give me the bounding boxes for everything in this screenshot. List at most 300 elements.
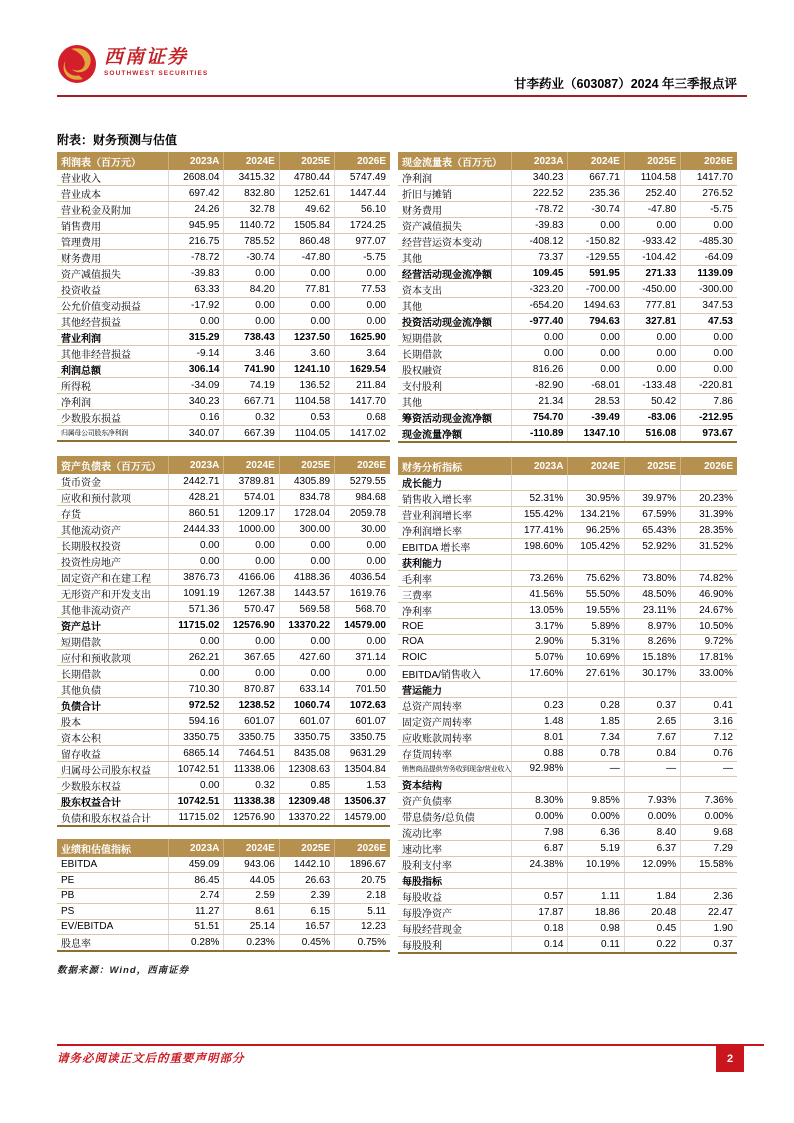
cell-value: 2444.33 [169,522,224,538]
cell-value: 0.37 [624,697,680,713]
table-row [398,378,737,394]
cell-value: 105.42% [568,539,624,555]
cell-value: 19.55% [568,603,624,619]
table-row [398,905,737,921]
cell-value: 860.48 [279,234,334,250]
cell-value [512,681,568,697]
cell-value: 0.00 [279,266,334,282]
cell-value [624,681,680,697]
cell-value: 459.09 [169,857,224,873]
cell-value: 9.85% [568,793,624,809]
cell-value: 252.40 [624,186,680,202]
cell-value: 306.14 [169,362,224,378]
cell-value: 0.00% [624,809,680,825]
cell-value: 697.42 [169,186,224,202]
cell-value [512,555,568,571]
row-label: 折旧与摊销 [398,186,512,202]
cell-value: 0.00 [279,538,334,554]
table-row [57,186,390,202]
cell-value: 0.00 [224,538,279,554]
income-statement-table [57,152,390,442]
year-column-header: 2025E [279,152,334,170]
cell-value: 1728.04 [279,506,334,522]
section-header-row [398,681,737,697]
table-row [57,218,390,234]
table-row [398,362,737,378]
cell-value: 8435.08 [279,746,334,762]
cell-value: 33.00% [681,665,737,681]
year-column-header: 2023A [169,839,224,857]
table-row [57,282,390,298]
cell-value: 8.30% [512,793,568,809]
cell-value: 834.78 [279,490,334,506]
cell-value: 14579.00 [335,618,390,634]
cell-value: 11715.02 [169,810,224,827]
section-title: 附表：财务预测与估值 [57,133,178,147]
row-label: PB [57,888,169,904]
cell-value: -5.75 [335,250,390,266]
row-label: 资产总计 [57,618,169,634]
cell-value: 0.00% [512,809,568,825]
row-label: 存货 [57,506,169,522]
row-label: 每股收益 [398,889,512,905]
cell-value: 4166.06 [224,570,279,586]
row-label: 资产减值损失 [398,218,512,234]
table-row [398,697,737,713]
table-gap [57,827,390,839]
row-label: 其他 [398,394,512,410]
table-row [398,539,737,555]
table-row [398,857,737,873]
cell-value: 136.52 [279,378,334,394]
cell-value: 0.78 [568,745,624,761]
cell-value: 4305.89 [279,474,334,490]
cell-value: 5747.49 [335,170,390,186]
row-label: 销售收入增长率 [398,491,512,507]
cell-value: -133.48 [624,378,680,394]
cell-value [512,873,568,889]
table-row [57,919,390,935]
cell-value: 2.59 [224,888,279,904]
row-label: 筹资活动现金流净额 [398,410,512,426]
cell-value: 0.00 [224,666,279,682]
row-label: 所得税 [57,378,169,394]
cell-value: 340.23 [169,394,224,410]
cell-value: 7.93% [624,793,680,809]
year-column-header: 2025E [624,152,680,170]
cell-value: 6865.14 [169,746,224,762]
year-column-header: 2023A [512,457,568,475]
cell-value: 0.00 [279,314,334,330]
year-column-header: 2024E [568,457,624,475]
cell-value: 0.00 [681,346,737,362]
header-divider [57,95,747,97]
cell-value [681,681,737,697]
cell-value [568,777,624,793]
cell-value: 73.37 [512,250,568,266]
table-row [398,523,737,539]
cell-value: 1237.50 [279,330,334,346]
cell-value: 27.61% [568,665,624,681]
row-label: 股权融资 [398,362,512,378]
cell-value: 235.36 [568,186,624,202]
row-label: 货币资金 [57,474,169,490]
row-label: 财务费用 [398,202,512,218]
cell-value: 1072.63 [335,698,390,714]
table-row [398,650,737,666]
cell-value: 7.34 [568,729,624,745]
row-label: 速动比率 [398,841,512,857]
table-row [57,888,390,904]
row-label: 资产负债率 [398,793,512,809]
row-label: 固定资产周转率 [398,713,512,729]
cell-value: 1.11 [568,889,624,905]
cell-value: 1104.58 [624,170,680,186]
cell-value: 601.07 [279,714,334,730]
cell-value: 0.00 [624,362,680,378]
table-row [57,618,390,634]
table-row [398,250,737,266]
cell-value: 3.46 [224,346,279,362]
cell-value: 594.16 [169,714,224,730]
table-row [57,778,390,794]
cell-value: 591.95 [568,266,624,282]
row-label: 净利率 [398,603,512,619]
cell-value [681,555,737,571]
cell-value: 0.00 [279,634,334,650]
cell-value: 30.17% [624,665,680,681]
cell-value: 11715.02 [169,618,224,634]
cell-value: 0.00 [279,554,334,570]
table-title: 利润表（百万元） [57,152,169,170]
cell-value: 74.82% [681,571,737,587]
row-label: ROIC [398,650,512,666]
table-row [398,603,737,619]
cell-value: 198.60% [512,539,568,555]
cell-value: 18.86 [568,905,624,921]
cell-value: 1139.09 [681,266,737,282]
table-row [57,490,390,506]
row-label: 少数股东损益 [57,410,169,426]
cell-value: 977.07 [335,234,390,250]
cell-value: 109.45 [512,266,568,282]
table-row [57,362,390,378]
section-header-row [398,777,737,793]
row-label: PE [57,873,169,889]
cell-value: 2.90% [512,634,568,650]
row-label: EV/EBITDA [57,919,169,935]
table-row [398,234,737,250]
cell-value: -9.14 [169,346,224,362]
cell-value: 3415.32 [224,170,279,186]
cell-value: 1060.74 [279,698,334,714]
cell-value: 5.31% [568,634,624,650]
cell-value: 0.00 [169,538,224,554]
year-column-header: 2024E [568,152,624,170]
cell-value: 1629.54 [335,362,390,378]
year-column-header: 2026E [681,457,737,475]
cell-value: 0.28% [169,935,224,952]
data-source-note: 数据来源：Wind，西南证券 [57,965,190,976]
row-label: 销售商品提供劳务收到现金/营业收入 [398,761,512,777]
cell-value: 12576.90 [224,810,279,827]
cell-value: 3876.73 [169,570,224,586]
cell-value: 300.00 [279,522,334,538]
cell-value: 428.21 [169,490,224,506]
cell-value: 7.98 [512,825,568,841]
cell-value: 1443.57 [279,586,334,602]
cell-value: 21.34 [512,394,568,410]
cell-value: 5279.55 [335,474,390,490]
row-label: 资本公积 [57,730,169,746]
row-label: 营运能力 [398,681,512,697]
page-number-badge: 2 [716,1046,744,1072]
row-label: 长期股权投资 [57,538,169,554]
table-row [57,298,390,314]
cell-value: 32.78 [224,202,279,218]
cell-value: 24.26 [169,202,224,218]
year-column-header: 2024E [224,152,279,170]
row-label: ROA [398,634,512,650]
table-row [398,634,737,650]
table-row [398,298,737,314]
cell-value: -110.89 [512,426,568,443]
cell-value: 568.70 [335,602,390,618]
table-row [57,857,390,873]
row-label: 少数股东权益 [57,778,169,794]
cell-value: -39.83 [169,266,224,282]
section-header-row [398,555,737,571]
row-label: 每股净资产 [398,905,512,921]
cell-value: 710.30 [169,682,224,698]
cell-value: 49.62 [279,202,334,218]
table-row [398,491,737,507]
table-gap [398,443,737,457]
cell-value: 15.58% [681,857,737,873]
cell-value: 74.19 [224,378,279,394]
cell-value: 5.07% [512,650,568,666]
cell-value: 340.23 [512,170,568,186]
cell-value: 48.50% [624,587,680,603]
cell-value: 23.11% [624,603,680,619]
cell-value: 0.00 [279,298,334,314]
cell-value: 0.00 [335,538,390,554]
row-label: 固定资产和在建工程 [57,570,169,586]
table-row [57,266,390,282]
cell-value: 52.31% [512,491,568,507]
table-row [398,507,737,523]
table-header-row [398,152,737,170]
brand-text [104,44,208,77]
cell-value: 1724.25 [335,218,390,234]
row-label: 其他 [398,298,512,314]
cell-value: 0.00 [224,634,279,650]
cell-value: 1.48 [512,713,568,729]
year-column-header: 2025E [279,456,334,474]
row-label: 应收账款周转率 [398,729,512,745]
cell-value: 7.29 [681,841,737,857]
cell-value [568,555,624,571]
cell-value: 2442.71 [169,474,224,490]
cell-value: 601.07 [335,714,390,730]
cell-value: 1209.17 [224,506,279,522]
cell-value: 31.39% [681,507,737,523]
cell-value: 155.42% [512,507,568,523]
cell-value: -34.09 [169,378,224,394]
cell-value: 11338.38 [224,794,279,810]
cell-value: 63.33 [169,282,224,298]
row-label: 管理费用 [57,234,169,250]
row-label: 其他负债 [57,682,169,698]
table-gap [57,442,390,456]
table-row [398,571,737,587]
table-row [398,619,737,635]
cell-value: 0.00 [512,330,568,346]
table-row [398,394,737,410]
row-label: 负债合计 [57,698,169,714]
cell-value: 0.00 [624,330,680,346]
cell-value: 0.00 [169,778,224,794]
table-row [57,746,390,762]
cell-value: 8.61 [224,904,279,920]
cell-value: -408.12 [512,234,568,250]
cell-value: — [568,761,624,777]
table-row [57,538,390,554]
cell-value: 571.36 [169,602,224,618]
cell-value: -212.95 [681,410,737,426]
cell-value: 1417.02 [335,426,390,442]
cell-value: 20.75 [335,873,390,889]
table-row [57,506,390,522]
table-row [57,202,390,218]
cell-value: 0.00 [169,634,224,650]
cell-value: -220.81 [681,378,737,394]
cell-value: 3350.75 [224,730,279,746]
table-row [57,602,390,618]
cell-value: 2.36 [681,889,737,905]
cell-value: -654.20 [512,298,568,314]
cell-value: 15.18% [624,650,680,666]
row-label: 投资活动现金流净额 [398,314,512,330]
cell-value: -30.74 [224,250,279,266]
row-label: 股息率 [57,935,169,952]
row-label: 成长能力 [398,475,512,491]
cell-value: 3.64 [335,346,390,362]
cell-value: 10.50% [681,619,737,635]
cell-value: 0.00% [681,809,737,825]
table-row [57,682,390,698]
cell-value: 77.81 [279,282,334,298]
row-label: 带息债务/总负债 [398,809,512,825]
table-row [57,730,390,746]
table-row [57,426,390,442]
table-row [57,170,390,186]
table-row [57,762,390,778]
cell-value: 0.16 [169,410,224,426]
cell-value: -39.49 [568,410,624,426]
cell-value: 2.65 [624,713,680,729]
row-label: 支付股利 [398,378,512,394]
cell-value: -129.55 [568,250,624,266]
cell-value: 427.60 [279,650,334,666]
table-row [57,474,390,490]
cell-value: — [624,761,680,777]
row-label: EBITDA/销售收入 [398,665,512,681]
year-column-header: 2025E [279,839,334,857]
table-row [398,761,737,777]
cell-value: 0.00 [224,266,279,282]
cell-value [512,777,568,793]
row-label: 三费率 [398,587,512,603]
cell-value: 738.43 [224,330,279,346]
row-label: 短期借款 [398,330,512,346]
cell-value: -47.80 [279,250,334,266]
row-label: 应收和预付款项 [57,490,169,506]
cell-value: 1.85 [568,713,624,729]
cell-value: 984.68 [335,490,390,506]
year-column-header: 2023A [169,456,224,474]
cell-value: 972.52 [169,698,224,714]
table-row [57,810,390,827]
table-row [57,314,390,330]
table-row [57,904,390,920]
row-label: 经营营运资本变动 [398,234,512,250]
cell-value: 1140.72 [224,218,279,234]
table-row [57,250,390,266]
cell-value: 6.37 [624,841,680,857]
cell-value [681,777,737,793]
cell-value: 13370.22 [279,618,334,634]
table-row [398,314,737,330]
table-row [57,378,390,394]
cell-value: 0.45% [279,935,334,952]
cell-value: 13504.84 [335,762,390,778]
cell-value: 1.53 [335,778,390,794]
cell-value: 22.47 [681,905,737,921]
cell-value: -78.72 [169,250,224,266]
cell-value: 569.58 [279,602,334,618]
cell-value: 24.67% [681,603,737,619]
table-row [57,330,390,346]
cell-value: 0.00 [224,298,279,314]
cash-flow-table [398,152,737,443]
cell-value: 0.22 [624,937,680,954]
cell-value: 0.00 [681,362,737,378]
cell-value: 0.00 [624,218,680,234]
cell-value: 1417.70 [681,170,737,186]
cell-value [512,475,568,491]
footer-divider [57,1044,764,1046]
cell-value: -82.90 [512,378,568,394]
cell-value: 1238.52 [224,698,279,714]
table-title: 资产负债表（百万元） [57,456,169,474]
cell-value: 0.11 [568,937,624,954]
cell-value: -450.00 [624,282,680,298]
cell-value: 0.00 [169,554,224,570]
table-row [57,234,390,250]
row-label: EBITDA 增长率 [398,539,512,555]
table-row [398,809,737,825]
cell-value: 5.89% [568,619,624,635]
year-column-header: 2025E [624,457,680,475]
cell-value: -83.06 [624,410,680,426]
table-row [57,698,390,714]
cell-value: 0.00 [568,218,624,234]
row-label: 净利润 [398,170,512,186]
cell-value: 1.84 [624,889,680,905]
cell-value: 1104.58 [279,394,334,410]
cell-value: 73.26% [512,571,568,587]
